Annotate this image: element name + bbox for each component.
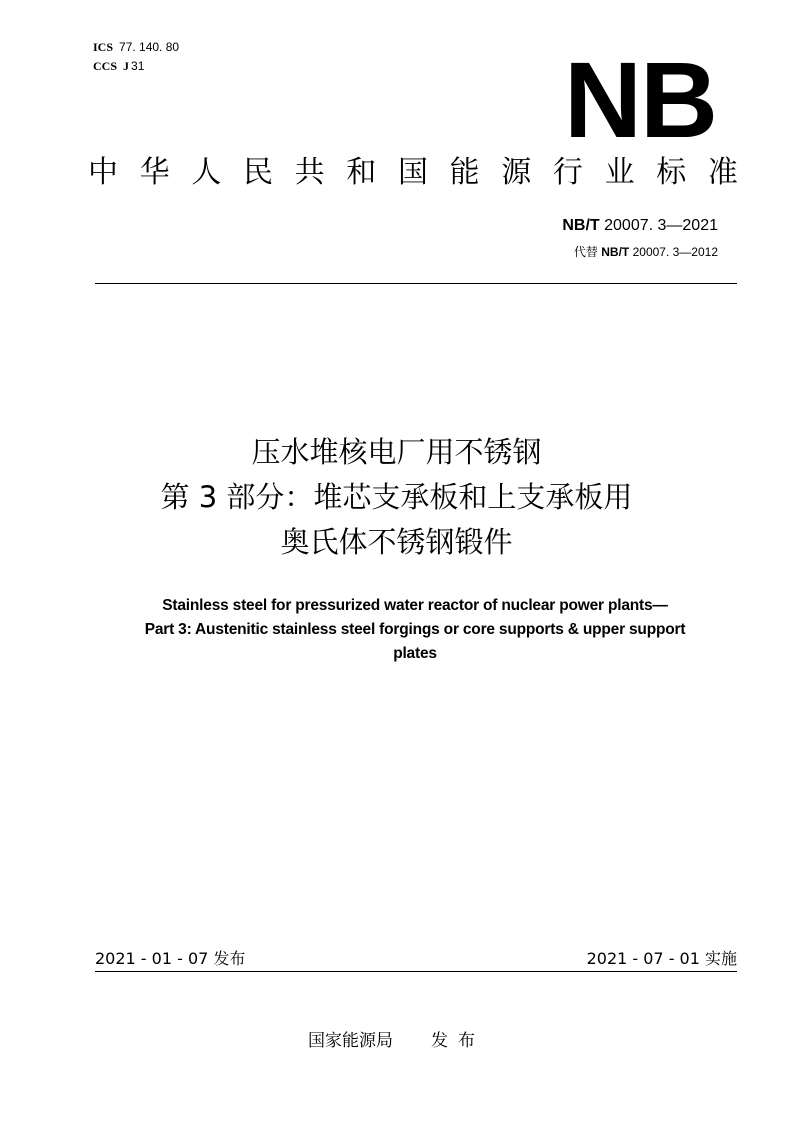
title-en-line: Stainless steel for pressurized water reactor of nuclear power plants— xyxy=(162,597,668,614)
category-char: 和 xyxy=(346,155,377,190)
category-char: 能 xyxy=(449,155,480,190)
ccs-code xyxy=(93,57,179,76)
title-cn-line: 压水堆核电厂用不锈钢 xyxy=(251,435,542,469)
issuer xyxy=(0,1026,793,1051)
title-english xyxy=(100,594,730,666)
replaces-number: 20007. 3—2012 xyxy=(632,245,718,259)
nb-logo: NB xyxy=(564,39,716,160)
replaces-standard xyxy=(574,243,718,260)
category-char: 中 xyxy=(88,155,118,190)
category-char: 华 xyxy=(139,155,170,190)
top-divider xyxy=(95,283,737,284)
ics-label: ICS xyxy=(93,40,114,54)
replaces-prefix: NB/T xyxy=(601,245,630,259)
standard-category xyxy=(88,153,738,193)
title-cn-line: 奥氏体不锈钢锻件 xyxy=(280,525,513,559)
category-char: 人 xyxy=(191,155,222,190)
ics-code xyxy=(93,38,179,57)
category-char: 国 xyxy=(397,155,428,190)
title-en-line: plates xyxy=(393,645,437,662)
title-cn-line: 第 3 部分：堆芯支承板和上支承板用 xyxy=(160,480,633,514)
issuer-action: 发布 xyxy=(431,1031,485,1051)
category-char: 共 xyxy=(294,155,325,190)
dates-row xyxy=(95,946,737,969)
implementation-date: 2021 - 07 - 01 实施 xyxy=(586,949,737,968)
classification-codes xyxy=(93,38,179,76)
standard-code-number: 20007. 3—2021 xyxy=(604,217,718,234)
issue-date: 2021 - 01 - 07 发布 xyxy=(95,949,246,968)
ccs-letter: J xyxy=(123,59,130,73)
issuer-name: 国家能源局 xyxy=(308,1031,393,1051)
standard-number xyxy=(562,217,718,235)
category-char: 源 xyxy=(501,155,532,190)
bottom-divider xyxy=(95,971,737,972)
category-char: 业 xyxy=(604,155,635,190)
ccs-label: CCS xyxy=(93,59,118,73)
title-en-line: Part 3: Austenitic stainless steel forgings or core supports & upper support xyxy=(144,621,686,638)
ccs-value: 31 xyxy=(131,59,145,73)
title-chinese xyxy=(0,430,793,565)
standard-code-prefix: NB/T xyxy=(562,217,600,234)
category-char: 标 xyxy=(656,155,687,190)
category-char: 行 xyxy=(552,155,583,190)
ics-value: 77. 140. 80 xyxy=(119,40,180,54)
category-char: 准 xyxy=(707,155,738,190)
replaces-label: 代替 xyxy=(573,245,598,259)
category-char: 民 xyxy=(242,155,273,190)
